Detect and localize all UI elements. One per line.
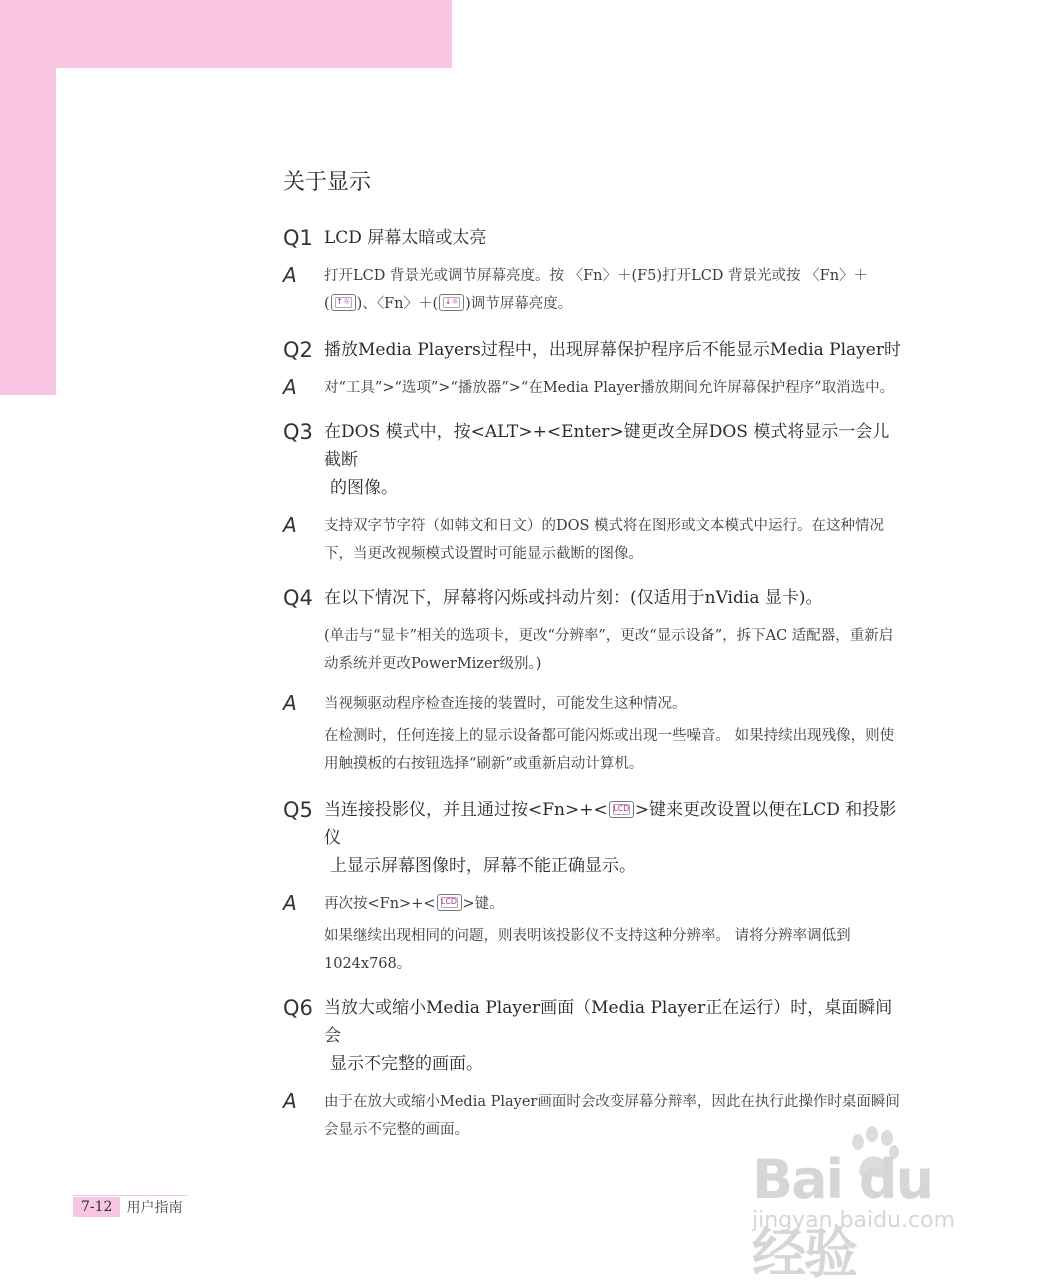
- question-5: [283, 796, 903, 880]
- answer-2: [283, 374, 903, 402]
- answer-fragment: (: [324, 296, 330, 312]
- q-mark: Q4: [283, 586, 313, 610]
- answer-4: [283, 690, 903, 778]
- a-mark: A: [283, 375, 297, 399]
- answer-text: 对“工具”>“选项”>“播放器”>“在Media Player播放期间允许屏幕保护程序”取消选中。: [324, 380, 895, 396]
- page-accent-top: [0, 0, 452, 68]
- lcd-crt-key-icon: LCD: [609, 801, 634, 818]
- answer-text: [324, 890, 903, 918]
- section-title: 关于显示: [283, 170, 372, 195]
- question-3: [283, 418, 903, 502]
- q-mark: Q6: [283, 996, 313, 1020]
- question-fragment: >键来更改设置以便在LCD 和投影仪: [324, 800, 897, 848]
- answer-text-line2: [324, 290, 903, 318]
- question-text-line2: 显示不完整的画面。: [330, 1054, 483, 1074]
- a-mark: A: [283, 263, 297, 287]
- q-mark: Q5: [283, 798, 313, 822]
- question-6: [283, 994, 903, 1078]
- watermark-url: jingyan.baidu.com: [752, 1208, 956, 1233]
- question-text: 在以下情况下，屏幕将闪烁或抖动片刻：(仅适用于nVidia 显卡)。: [324, 588, 823, 608]
- answer-text: 由于在放大或缩小Media Player画面时会改变屏幕分辩率，因此在执行此操作时桌面瞬间会显示不完整的画面。: [324, 1094, 900, 1138]
- question-1: [283, 224, 903, 252]
- watermark-logo: Bai du 经验: [752, 1148, 933, 1285]
- a-mark: A: [283, 1089, 297, 1113]
- answer-text: 打开LCD 背景光或调节屏幕亮度。按 〈Fn〉＋(F5)打开LCD 背景光或按 〈Fn〉＋: [324, 268, 869, 284]
- question-text-line2: 的图像。: [330, 478, 398, 498]
- a-mark: A: [283, 891, 297, 915]
- q-mark: Q2: [283, 338, 313, 362]
- page-footer: [73, 1195, 182, 1219]
- answer-fragment: >键。: [462, 896, 504, 912]
- answer-5: [283, 890, 903, 978]
- question-text-line2: 上显示屏幕图像时，屏幕不能正确显示。: [330, 856, 636, 876]
- question-2: [283, 336, 903, 364]
- answer-text-2: 如果继续出现相同的问题，则表明该投影仪不支持这种分辨率。 请将分辨率调低到1024x768。: [324, 928, 851, 972]
- answer-1: [283, 262, 903, 318]
- answer-3: [283, 512, 903, 568]
- document-body: [283, 165, 903, 1144]
- q-mark: Q3: [283, 420, 313, 444]
- question-text: 当放大或缩小Media Player画面（Media Player正在运行）时，桌面瞬间会: [324, 998, 893, 1046]
- q-mark: Q1: [283, 226, 313, 250]
- question-text: [324, 796, 903, 852]
- question-fragment: 当连接投影仪，并且通过按<Fn>+<: [324, 800, 608, 820]
- question-4-note: (单击与“显卡”相关的选项卡，更改“分辨率”，更改“显示设备”，拆下AC 适配器，重新启动系统并更改PowerMizer级别。): [324, 628, 894, 672]
- page-number: 7-12: [73, 1197, 120, 1217]
- answer-text-2: 在检测时，任何连接上的显示设备都可能闪烁或出现一些噪音。 如果持续出现残像，则使用触摸板的右按钮选择“刷新”或重新启动计算机。: [324, 728, 895, 772]
- question-text: LCD 屏幕太暗或太亮: [324, 228, 487, 248]
- brightness-down-key-icon: ↓☼: [439, 294, 464, 311]
- answer-text: 当视频驱动程序检查连接的装置时，可能发生这种情况。: [324, 696, 687, 712]
- answer-fragment: )、〈Fn〉＋(: [356, 296, 439, 312]
- brightness-up-key-icon: ↑☼: [331, 294, 356, 311]
- lcd-crt-key-icon: LCD: [437, 894, 462, 911]
- question-4: [283, 584, 903, 612]
- page-accent-left: [0, 0, 56, 395]
- a-mark: A: [283, 513, 297, 537]
- answer-text: 支持双字节字符（如韩文和日文）的DOS 模式将在图形或文本模式中运行。在这种情况下，当更改视频模式设置时可能显示截断的图像。: [324, 518, 885, 562]
- footer-title: 用户指南: [126, 1200, 183, 1216]
- question-text: 播放Media Players过程中，出现屏幕保护程序后不能显示Media Player时: [324, 340, 901, 360]
- a-mark: A: [283, 691, 297, 715]
- answer-fragment: 再次按<Fn>+<: [324, 896, 436, 912]
- answer-fragment: )调节屏幕亮度。: [465, 296, 573, 312]
- question-text: 在DOS 模式中，按<ALT>+<Enter>键更改全屏DOS 模式将显示一会儿截断: [324, 422, 890, 470]
- baidu-watermark: [752, 1130, 992, 1285]
